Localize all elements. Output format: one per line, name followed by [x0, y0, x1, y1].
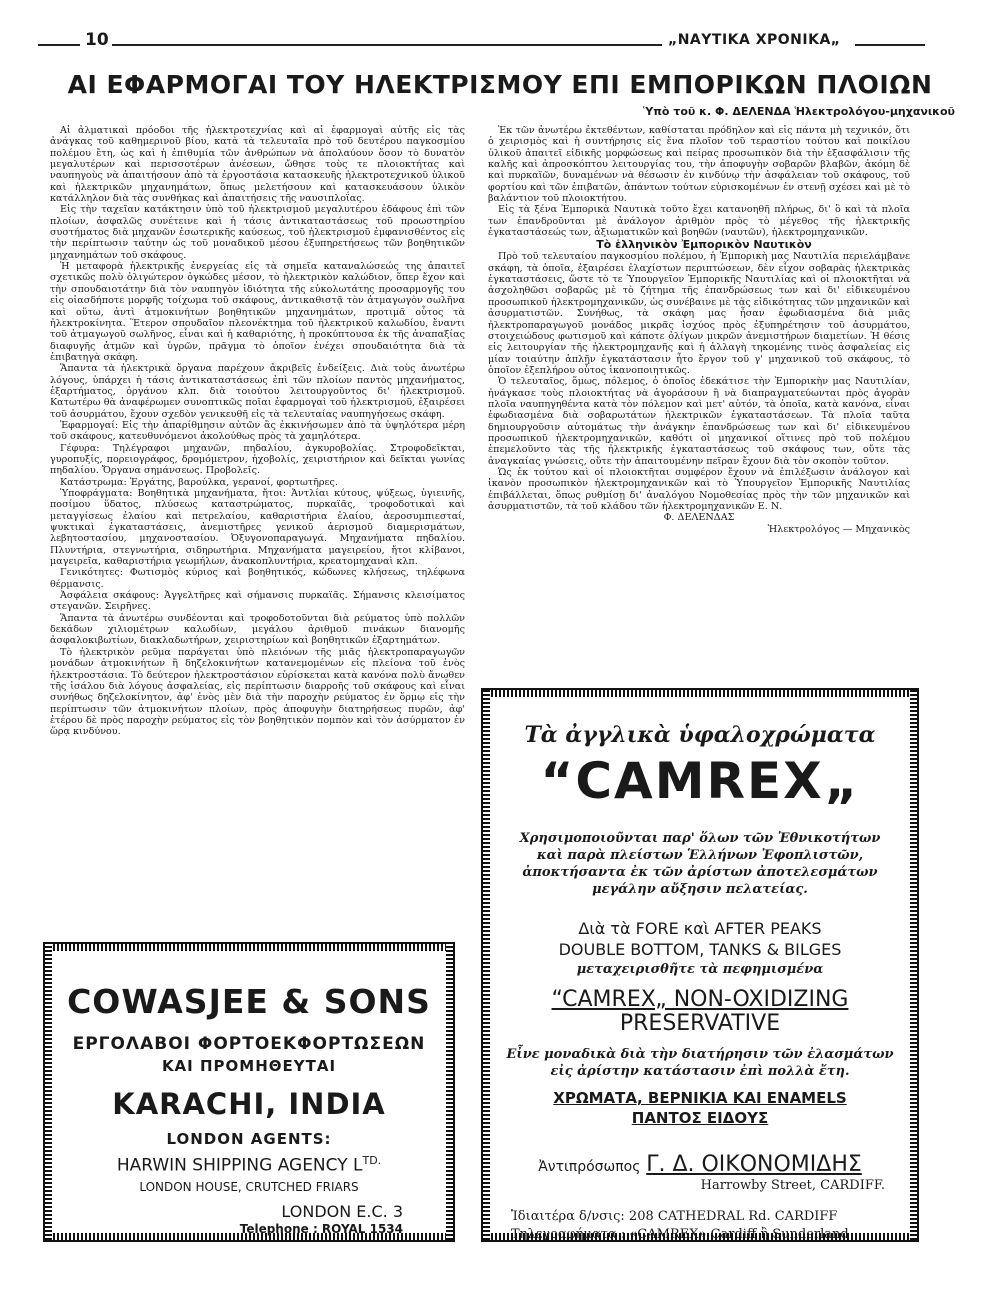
- paragraph: Ἅπαντα τὰ ἀνωτέρω συνδέονται καὶ τροφοδοτοῦνται διὰ ρεύματος ὑπὸ πολλῶν δεκάδων χιλιομέτρων καλωδίων, μεγάλου ἀριθμοῦ πινάκων διανομῆς ἀσφαλοκιβωτίων, διακλαδωτήρων, χειριστηρίων καὶ βοηθητικῶν ἐξαρτημάτων.: [50, 612, 465, 647]
- paragraph: Ὁ τελευταῖος, ὅμως, πόλεμος, ὁ ὁποῖος ἐδεκάτισε τὴν Ἐμπορικὴν μας Ναυτιλίαν, ἠνάγκασε τοὺς πλοιοκτήτας νὰ ἀγοράσουν ἢ νὰ διαπραγματεύωνται πρὸς ἀγορὰν πλοῖα ναυπηγηθέντα κατὰ τὸν πόλεμον καὶ μετ' αὐτόν, τὰ ὁποῖα, κατὰ κανόνα, εἶναι ἐφωδιασμένα διὰ σοβαρωτάτων ἠλεκτρικῶν ἐγκαταστάσεων. Τὰ πλοῖα ταῦτα δημιουργοῦσιν αὐτομάτως τὴν ἀνάγκην ἐπανδρώσεως των καὶ δι' εἰδικευμένου προσωπικοῦ ἠλεκτρομηχανικῶν, καθότι οἱ μηχανικοί οἵτινες πρὸ τοῦ πολέμου ἐπεμελοῦντο τὰς τῆς ἠλεκτρικῆς ἐγκαταστάσεως τοῦ σκάφους των, οὔτε τὰς ἀναγκαίας γνώσεις, οὔτε τὴν ἀπαιτουμένην πεῖραν ἔχουν διὰ τὸν σκοπὸν τοῦτον.: [488, 376, 910, 467]
- ad-border-hatch: [910, 690, 917, 1240]
- ad-border-hatch: [45, 944, 453, 951]
- agency-postcode: LONDON E.C. 3: [281, 1202, 403, 1221]
- camrex-representative: [493, 1152, 907, 1177]
- rep-label: Ἀντιπρόσωπος: [538, 1159, 641, 1175]
- rep-street: Harrowby Street, CARDIFF.: [700, 1178, 885, 1193]
- camrex-advertisement: [481, 688, 919, 1242]
- paragraph: Ὡς ἐκ τούτου καὶ οἱ πλοιοκτῆται συμφέρον ἔχουν νὰ ἐπιλέξωσιν ἀνάλογον καὶ ἱκανὸν προσωπικὸν ἠλεκτρομηχανικῶν καὶ τὸ Ὑπουργεῖον Ἐμπορικῆς Ναυτιλίας ἐπιβάλλεται, ὅπως ρυθμίσῃ δι' ἀναλόγου Νομοθεσίας πρὸς τὴν τῶν μηχανικῶν καὶ ἀσυρματιστῶν, τὰ τοῦ κλάδου τῶν ἠλεκτρομηχανικῶν Ε. Ν.: [488, 466, 910, 512]
- paragraph: Ἀσφάλεια σκάφους: Ἀγγελτῆρες καὶ σήμανσις πυρκαϊᾶς. Σήμανσις κλεισίματος στεγανῶν. Σειρῆνες.: [50, 590, 465, 613]
- company-city: KARACHI, INDIA: [112, 1087, 386, 1121]
- running-head: „ΝΑΥΤΙΚΑ ΧΡΟΝΙΚΑ„: [668, 32, 841, 48]
- ad-content: [493, 700, 907, 1242]
- company-tagline-2: ΚΑΙ ΠΡΟΜΗΘΕΥΤΑΙ: [161, 1057, 337, 1075]
- cowasjee-advertisement: [43, 942, 455, 1242]
- office-address: Ἰδιαιτέρα δ/νσις: 208 CATHEDRAL Rd. CARDIFF: [511, 1209, 838, 1224]
- agency-telephone: Telephone : ROYAL 1534: [239, 1222, 403, 1236]
- camrex-benefit: [493, 1046, 907, 1080]
- ad-border-hatch: [446, 944, 453, 1240]
- application-line-1: Διὰ τὰ FORE καὶ AFTER PEAKS: [578, 919, 822, 938]
- camrex-description: Χρησιμοποιοῦνται παρ' ὅλων τῶν Ἐθνικοτήτων καὶ παρὰ πλείστων Ἑλλήνων Ἐφοπλιστῶν, ἀποκτήσαντα ἐκ τῶν ἀρίστων ἀποτελεσμάτων μεγάλην αὔξησιν πελατείας.: [519, 831, 881, 897]
- camrex-product: [493, 988, 907, 1036]
- product-line-2: PRESERVATIVE: [619, 1011, 781, 1036]
- company-tagline-1: ΕΡΓΟΛΑΒΟΙ ΦΟΡΤΟΕΚΦΟΡΤΩΣΕΩΝ: [72, 1034, 426, 1054]
- paragraph: Τὸ ἠλεκτρικὸν ρεῦμα παράγεται ὑπὸ πλειόνων τῆς μιᾶς ἠλεκτροπαραγωγῶν μονάδων ἀτμοκινήτων ἢ δηζελοκινήτων κατανεμομένων εἰς πλείονα τοῦ ἑνὸς ἠλεκτροστάσια. Τὸ δεύτερον ἠλεκτροστάσιον εὑρίσκεται κατὰ κανόνα πολὺ ἄνωθεν τῆς ἰσάλου διὰ λόγους ἀσφαλείας, εἰς περίπτωσιν διαρροῆς τοῦ σκάφους καὶ εἶναι συνήθως δηζελοκίνητον, ἀφ' ἑνὸς μὲν διὰ τὴν παροχὴν ρεύματος ἐν ὅρμῳ εἰς τὴν περίπτωσιν τῶν ἀτμοκινήτων πλοίων, πρὸς ἀποφυγὴν διατηρήσεως πυρῶν, ἀφ' ἑτέρου δὲ πρὸς παροχὴν ρεύματος εἰς τὸν βοηθητικὸν πομπὸν καὶ τὸν ἀσύρματον ἐν ὥρᾳ κινδύνου.: [50, 646, 465, 738]
- ad-border-hatch: [483, 690, 490, 1240]
- paragraph: Γενικότητες: Φωτισμὸς κύριος καὶ βοηθητικός, κώδωνες κλήσεως, τηλέφωνα θέρμανσις.: [50, 567, 465, 590]
- rep-name: Γ. Δ. ΟΙΚΟΝΟΜΙΔΗΣ: [646, 1152, 862, 1177]
- agency-address: LONDON HOUSE, CRUTCHED FRIARS: [139, 1180, 359, 1194]
- paragraph: Ὑποφράγματα: Βοηθητικὰ μηχανήματα, ἤτοι: Ἀντλίαι κύτους, ψύξεως, ὑγιεινῆς, ποσίμου ὕδατος, πλύσεως καταστρώματος, πυρκαϊᾶς, τροφοδοτικαὶ καὶ μεταγγίσεως ἐλαίου καὶ πετρελαίου, καθαριστήρια ἐλαίου, ἀεροσυμπιεσταί, ψυκτικαὶ ἐγκαταστάσεις, ἀνεμιστῆρες γενικοῦ ἀερισμοῦ διαμερισμάτων, λεβητοστασίου, μηχανοστασίου. Ὀξυγονοπαραγωγά. Μηχανήματα πηδαλίου. Πλυντήρια, στεγνωτήρια, σιδηρωτήρια. Μηχανήματα μαγειρείου, ἤτοι κλίβανοι, μαγειρεῖα, καθαριστήρια γεωμήλων, ἀνακοπλυντήρια, κρεατομηχαναὶ κλπ.: [50, 488, 465, 568]
- paragraph: Ἅπαντα τὰ ἠλεκτρικὰ ὄργανα παρέχουν ἀκριβεῖς ἐνδείξεις. Διὰ τοὺς ἀνωτέρω λόγους, ὑπάρχει ἡ τάσις ἀντικαταστάσεως ἐπὶ τῶν πλοίων παντὸς μηχανήματος, ἐξαρτήματος, ὀργάνου κλπ. διὰ τοιούτου λειτουργοῦντος δι' ἠλεκτρισμοῦ. Κατωτέρω θὰ ἀναφέρωμεν συνοπτικῶς ποῖαι ἐφαρμογαὶ τοῦ ἠλεκτρισμοῦ, ἐξαιρέσει τοῦ ἀσυρμάτου, ἔχουν σχεδὸν γενικευθῆ εἰς τὰ τελευταίας ναυπηγήσεως σκάφη.: [50, 363, 465, 420]
- camrex-heading: Τὰ ἀγγλικὰ ὑφαλοχρώματα: [524, 722, 876, 748]
- ad-border-hatch: [45, 944, 52, 1240]
- signature-title: Ἠλεκτρολόγος — Μηχανικὸς: [767, 523, 910, 535]
- paragraph: Εἰς τὴν ταχεῖαν κατάκτησιν ὑπὸ τοῦ ἠλεκτρισμοῦ μεγαλυτέρου ἐδάφους ἐπὶ τῶν πλοίων, ἀσφαλῶς συνέτεινε καὶ ἡ τάσις ἀντικαταστάσεως τοῦ προωστηρίου συστήματος διὰ μηχανῶν ἐσωτερικῆς καύσεως, τοῦ ἠλεκτρισμοῦ ἐμφανισθέντος εἰς τὴν περίπτωσιν ταύτην ὡς τοῦ μοναδικοῦ μέσου ἐξυπηρετήσεως τῶν βοηθητικῶν μηχανημάτων τοῦ σκάφους.: [50, 204, 465, 261]
- camrex-use-line: μεταχειρισθῆτε τὰ πεφημισμένα: [576, 962, 824, 977]
- article-title: ΑΙ ΕΦΑΡΜΟΓΑΙ ΤΟΥ ΗΛΕΚΤΡΙΣΜΟΥ ΕΠΙ ΕΜΠΟΡΙΚΩΝ ΠΛΟΙΩΝ: [67, 70, 933, 99]
- paragraph: Κατάστρωμα: Ἐργάτης, βαρούλκα, γερανοί, φορτωτῆρες.: [60, 476, 338, 488]
- benefit-line-2: εἰς ἀρίστην κατάστασιν ἐπὶ πολλὰ ἔτη.: [550, 1064, 850, 1079]
- paragraph: Πρὸ τοῦ τελευταίου παγκοσμίου πολέμου, ἡ Ἐμπορικὴ μας Ναυτιλία περιελάμβανε σκάφη, τὰ ὁποῖα, ἐξαιρέσει ἐλαχίστων περιπτώσεων, δὲν εἶχον σοβαρὰς ἠλεκτρικὰς ἐγκαταστάσεις, ὥστε τὸ τε Ὑπουργεῖον Ἐμπορικῆς Ναυτιλίας καὶ οἱ πλοιοκτῆται νὰ ἀσχοληθῶσι σοβαρῶς μὲ τὸ ζήτημα τῆς ἐπανδρώσεως των καὶ δι' εἰδικευμένου προσωπικοῦ ἠλεκτρομηχανικῶν, ὡς συνέβαινε μὲ τὰς εἰδικότητας τῶν μηχανικῶν καὶ ἀσυρματιστῶν. Συνήθως, τὰ σκάφη μας ἦσαν ἐφωδιασμένα διὰ μιᾶς ἠλεκτροπαραγωγοῦ μονάδος μικρᾶς ἰσχύος πρὸς ἐξυπηρέτησιν τοῦ ἀσυρμάτου, στοιχειώδους φωτισμοῦ καὶ κάποτε ὀλίγων μικρῶν ἀνεμιστήρων διαμετίων. Ἡ θέσις εἰς λειτουργίαν τῆς ἠλεκτρομηχανῆς καὶ ἡ ἀλλαγὴ τηκομένης τινὸς ἀσφαλείας εἰς μίαν τοιαύτην ἁπλῆν ἐγκατάστασιν ἦτο ἔργον τοῦ γ' μηχανικοῦ τοῦ σκάφους, τὸ ὁποῖον ἐξεπλήρου οὗτος ἱκανοποιητικῶς.: [488, 251, 910, 376]
- company-name: COWASJEE & SONS: [67, 982, 431, 1021]
- header-rule-left: [38, 44, 80, 46]
- benefit-line-1: Εἶνε μοναδικὰ διὰ τὴν διατήρησιν τῶν ἐλασμάτων: [506, 1047, 894, 1062]
- signature-name: Φ. ΔΕΛΕΝΔΑΣ: [663, 512, 735, 524]
- telegram-address: Τηλεγραφήματα : «CAMREX» Cardiff ἢ Sunderland: [511, 1227, 849, 1242]
- paints-line-2: ΠΑΝΤΟΣ ΕΙΔΟΥΣ: [631, 1109, 769, 1127]
- product-line-1: “CAMREX„ NON-OXIDIZING: [551, 987, 849, 1012]
- ad-border-hatch: [483, 690, 917, 697]
- application-line-2: DOUBLE BOTTOM, TANKS & BILGES: [558, 940, 842, 959]
- agents-label: LONDON AGENTS:: [166, 1130, 332, 1148]
- article-column-left: [50, 125, 465, 738]
- page-number: 10: [85, 30, 109, 50]
- paragraph: Αἱ ἀλματικαὶ πρόοδοι τῆς ἠλεκτροτεχνίας καὶ αἱ ἐφαρμογαὶ αὐτῆς εἰς τὰς ἀνάγκας τοῦ καθημερινοῦ βίου, κατὰ τὰ τελευταῖα πρὸ τοῦ δευτέρου παγκοσμίου πολέμου ἔτη, ὡς καὶ ἡ ἐπιθυμία τῶν ἀνθρώπων νὰ ἀπολαύουν ὅσον τὸ δυνατὸν μεγαλυτέρων καὶ περισσοτέρων ἀνέσεων, ὤθησε τοὺς τε πλοιοκτήτας καὶ ναυπηγοὺς νὰ ἀπαιτήσουν ἀπὸ τὰ ἐργοστάσια κατασκευῆς ἠλεκτροτεχνικοῦ ὑλικοῦ καὶ ἠλεκτρικῶν μηχανημάτων, ὅπως μελετήσουν καὶ κατασκευάσουν ὑλικὸν κατάλληλον διὰ τὰς συνθήκας καὶ ἀπαιτήσεις τῆς ναυσιπλοΐας.: [50, 125, 465, 205]
- paragraph: Γέφυρα: Τηλέγραφοι μηχανῶν, πηδαλίου, ἀγκυροβολίας. Στροφοδεῖκται, γυροπυξίς, πορειογράφος, δρομόμετρον, ἠχοβολίς, χειριστήριον καὶ δεῖκται γωνίας πηδαλίου. Ὄργανα σημάνσεως. Προβολεῖς.: [50, 442, 465, 477]
- paints-line-1: ΧΡΩΜΑΤΑ, ΒΕΡΝΙΚΙΑ ΚΑΙ ENAMELS: [553, 1089, 847, 1107]
- camrex-contacts: [511, 1208, 849, 1244]
- header-rule-middle: [112, 44, 662, 46]
- section-subhead: Τὸ ἑλληνικὸν Ἐμπορικὸν Ναυτικὸν: [596, 238, 812, 252]
- paragraph: Ἡ μεταφορὰ ἠλεκτρικῆς ἐνεργείας εἰς τὰ σημεῖα καταναλώσεώς της ἀπαιτεῖ σχετικῶς πολὺ ὀλιγώτερον ὀγκώδες μέσον, τὸ ἠλεκτρικὸν καλώδιον, ὅπερ ἔχον καὶ τὴν σπουδαιοτάτην διὰ τὸν ναυπηγὸν ἰδιότητα τῆς εὐκολωτάτης προσαρμογῆς του εἰς οἱασδήποτε μορφῆς τοίχωμα τοῦ σκάφους, ἀντικαθιστᾷ τὸν ἀτμαγωγὸν σωλῆνα καὶ οὕτω, ἀντὶ ἀτμοκινήτων βοηθητικῶν μηχανημάτων, προτιμᾶ οὗτος τὰ ἠλεκτροκίνητα. Ἕτερον σπουδαῖον πλεονέκτημα τοῦ ἠλεκτρικοῦ καλωδίου, ἔναντι τοῦ ἀτμαγωγοῦ σωλῆνος, εἶναι καὶ ἡ καθαριότης, ἡ προκύπτουσα ἐκ τῆς ἀναπαξίας διαφυγῆς ἀτμῶν καὶ ὑγρῶν, πρᾶγμα τὸ ὁποῖον ἐνέχει σπουδαιότητα διὰ τὰ ἐπιβατηγὰ σκάφη.: [50, 261, 465, 363]
- camrex-brand: “CAMREX„: [540, 752, 860, 810]
- paragraph: Ἐκ τῶν ἀνωτέρω ἐκτεθέντων, καθίσταται πρόδηλον καὶ εἰς πάντα μὴ τεχνικόν, ὅτι ὁ χειρισμὸς καὶ ἡ συντήρησις εἰς ἕνα πλοῖον τοῦ τεραστίου τούτου καὶ ποικίλου ὑλικοῦ ἀπαιτεῖ εἰδικῆς μορφώσεως καὶ πείρας προσωπικὸν διὰ τὴν ἐξασφάλισιν τῆς καλῆς καὶ ἀπροσκόπτου λειτουργίας του, τὴν ἀποφυγὴν σοβαρῶν βλαβῶν, ἀκόμη δὲ καὶ πυρκαϊῶν, δυναμένων νὰ θέσωσιν ἐν κινδύνῳ τὴν ἀσφάλειαν τοῦ σκάφους, τοῦ φορτίου καὶ τῶν ἐπιβατῶν, ἁπάντων τούτων εὑρισκομένων ἐν στενῇ σχέσει καὶ μὲ τὸ βαλάντιον τοῦ πλοιοκτήτου.: [488, 125, 910, 205]
- camrex-paints: [493, 1088, 907, 1128]
- article-column-right: [488, 125, 910, 535]
- paragraph: Εἰς τὰ ξένα Ἐμπορικὰ Ναυτικὰ τοῦτο ἔχει κατανοηθῆ πλήρως, δι' ὃ καὶ τὰ πλοῖα των ἐπανδροῦνται μὲ ἀνάλογον ἀριθμὸν πρὸς τὸ μέγεθος τῆς ἠλεκτρικῆς ἐγκαταστάσεώς των, ἀξιωματικῶν καὶ βοηθῶν (ναυτῶν), ἠλεκτρομηχανικῶν.: [488, 204, 910, 239]
- article-byline: Ὑπὸ τοῦ κ. Φ. ΔΕΛΕΝΔΑ Ἡλεκτρολόγου-μηχανικοῦ: [643, 105, 955, 118]
- header-rule-right: [855, 44, 925, 46]
- camrex-application: [493, 918, 907, 960]
- ad-content: [55, 954, 443, 1236]
- paragraph: Ἐφαρμογαί: Εἰς τὴν ἀπαρίθμησιν αὐτῶν ἂς ἐκκινήσωμεν ἀπὸ τὰ ὑψηλότερα μέρη τοῦ σκάφους, κατευθυνόμενοι ἀκολούθως πρὸς τὰ χαμηλότερα.: [50, 419, 465, 443]
- agency-name: HARWIN SHIPPING AGENCY $L^{TD.}$: [116, 1154, 382, 1176]
